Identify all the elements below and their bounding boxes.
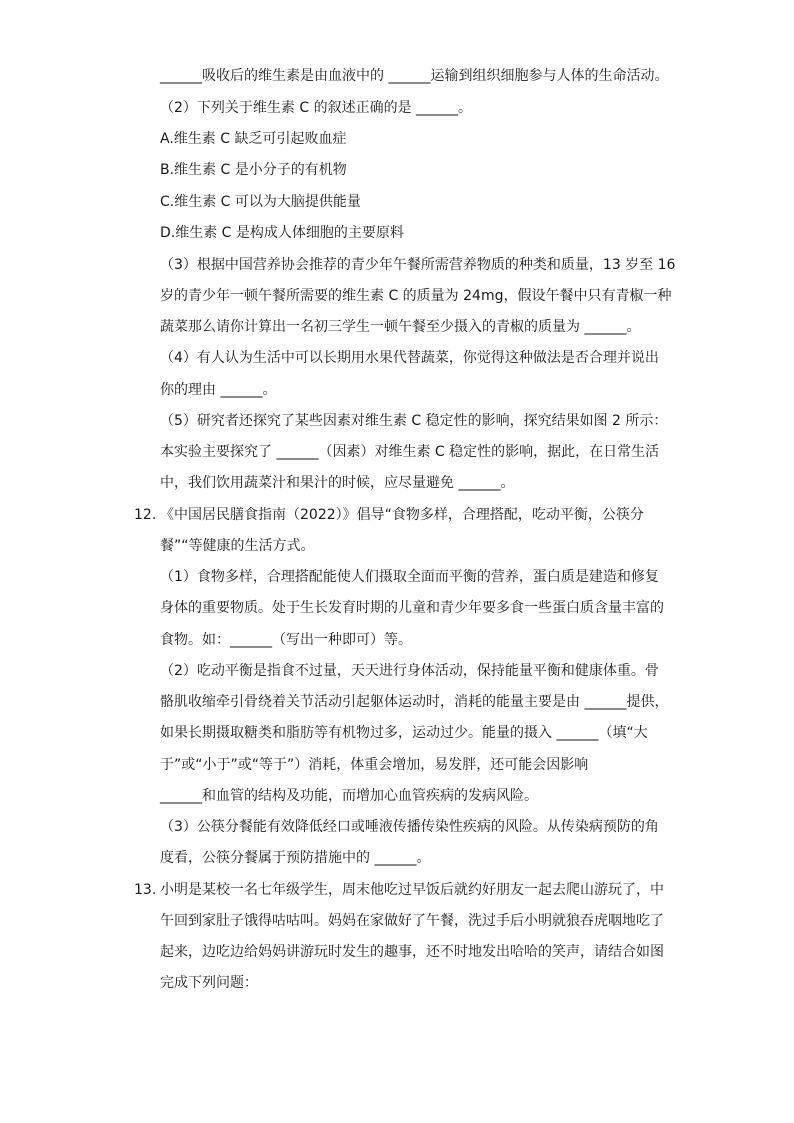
text-line <box>0 442 794 462</box>
line-text: B.维生素 C 是小分子的有机物 <box>160 162 347 178</box>
line-text: （4）有人认为生活中可以长期用水果代替蔬菜，你觉得这种做法是否合理并说出 <box>160 350 659 366</box>
text-line <box>0 630 794 650</box>
line-text: （5）研究者还探究了某些因素对维生素 C 稳定性的影响，探究结果如图 2 所示： <box>160 413 668 429</box>
line-text: （3）根据中国营养协会推荐的青少年午餐所需营养物质的种类和质量，13 岁至 16 <box>160 257 676 273</box>
text-line <box>0 317 794 337</box>
line-text: ______和血管的结构及功能，而增加心血管疾病的发病风险。 <box>160 788 538 804</box>
line-text: C.维生素 C 可以为大脑提供能量 <box>160 194 361 210</box>
text-line <box>0 567 794 587</box>
line-text: （3）公筷分餐能有效降低经口或唾液传播传染性疾病的风险。从传染病预防的角 <box>160 819 659 835</box>
line-text: D.维生素 C 是构成人体细胞的主要原料 <box>160 225 404 241</box>
line-text: 午回到家肚子饿得咕咕叫。妈妈在家做好了午餐，洗过手后小明就狼吞虎咽地吃了 <box>160 913 664 929</box>
text-line <box>0 286 794 306</box>
question-number: 13. <box>134 882 157 898</box>
text-line <box>0 223 794 243</box>
text-line <box>0 192 794 212</box>
text-line <box>0 723 794 743</box>
question-number: 12. <box>134 507 157 523</box>
text-line <box>0 817 794 837</box>
text-line <box>0 755 794 775</box>
line-text: （2）下列关于维生素 C 的叙述正确的是 ______。 <box>160 100 473 116</box>
text-line <box>0 536 794 556</box>
line-text: ______吸收后的维生素是由血液中的 ______运输到组织细胞参与人体的生命活动。 <box>160 68 669 84</box>
text-line <box>0 66 794 86</box>
text-line <box>0 692 794 712</box>
line-text: （1）食物多样，合理搭配能使人们摄取全面而平衡的营养，蛋白质是建造和修复 <box>160 569 659 585</box>
text-line <box>0 348 794 368</box>
text-line <box>0 973 794 993</box>
text-line <box>0 848 794 868</box>
line-text: 《中国居民膳食指南（2022）》倡导“食物多样，合理搭配，吃动平衡，公筷分 <box>160 507 644 523</box>
line-text: 食物。如：______（写出一种即可）等。 <box>160 632 412 648</box>
line-text: 起来，边吃边给妈妈讲游玩时发生的趣事，还不时地发出哈哈的笑声，请结合如图 <box>160 944 664 960</box>
question-12-line <box>0 505 794 525</box>
line-text: 本实验主要探究了 ______（因素）对维生素 C 稳定性的影响，据此，在日常生活 <box>160 444 660 460</box>
line-text: （2）吃动平衡是指食不过量，天天进行身体活动，保持能量平衡和健康体重。骨 <box>160 663 659 679</box>
line-text: 蔬菜那么请你计算出一名初三学生一顿午餐至少摄入的青椒的质量为 ______。 <box>160 319 641 335</box>
line-text: 身体的重要物质。处于生长发育时期的儿童和青少年要多食一些蛋白质含量丰富的 <box>160 600 664 616</box>
text-line <box>0 98 794 118</box>
line-text: 小明是某校一名七年级学生，周末他吃过早饭后就约好朋友一起去爬山游玩了，中 <box>160 882 664 898</box>
line-text: 于”或“小于”或“等于”）消耗，体重会增加，易发胖，还可能会因影响 <box>160 757 589 773</box>
line-text: 骼肌收缩牵引骨绕着关节活动引起躯体运动时，消耗的能量主要是由 ______提供， <box>160 694 669 710</box>
line-text: 餐”“等健康的生活方式。 <box>160 538 315 554</box>
line-text: A.维生素 C 缺乏可引起败血症 <box>160 131 347 147</box>
question-13-line <box>0 880 794 900</box>
text-line <box>0 786 794 806</box>
text-line <box>0 473 794 493</box>
text-line <box>0 160 794 180</box>
line-text: 完成下列问题： <box>160 975 258 991</box>
text-line <box>0 661 794 681</box>
text-line <box>0 129 794 149</box>
text-line <box>0 911 794 931</box>
text-line <box>0 380 794 400</box>
text-line <box>0 598 794 618</box>
text-line <box>0 411 794 431</box>
line-text: 岁的青少年一顿午餐所需要的维生素 C 的质量为 24mg，假设午餐中只有青椒一种 <box>160 288 672 304</box>
line-text: 如果长期摄取糖类和脂肪等有机物过多，运动过少。能量的摄入 ______（填“大 <box>160 725 648 741</box>
line-text: 中，我们饮用蔬菜汁和果汁的时候，应尽量避免 ______。 <box>160 475 515 491</box>
line-text: 度看，公筷分餐属于预防措施中的 ______。 <box>160 850 431 866</box>
text-line <box>0 942 794 962</box>
text-line <box>0 255 794 275</box>
line-text: 你的理由 ______。 <box>160 382 277 398</box>
